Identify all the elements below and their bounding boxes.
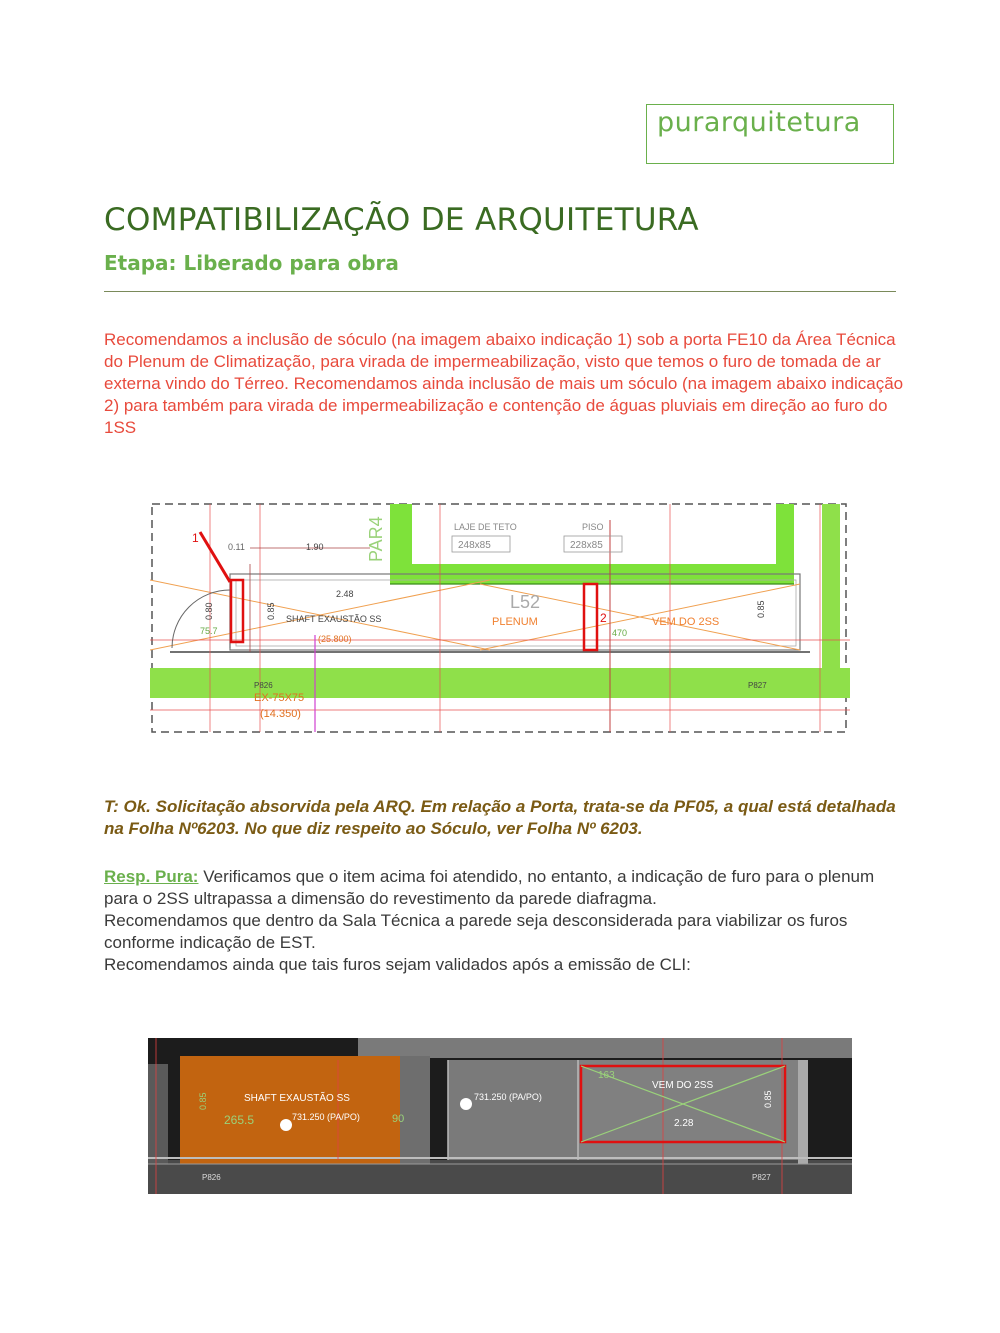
- tag-p826: P826: [254, 681, 273, 690]
- tag-p827: P827: [748, 681, 767, 690]
- fig2-level-1: 731.250 (PA/PO): [292, 1112, 360, 1122]
- resp-pura-line3: Recomendamos ainda que tais furos sejam validados após a emissão de CLI:: [104, 955, 691, 974]
- vem-do-2ss-label: VEM DO 2SS: [652, 616, 720, 628]
- par4-label: PAR4: [366, 516, 386, 562]
- fig2-dim-085: 0.85: [198, 1092, 208, 1110]
- dim-470: 470: [612, 628, 628, 638]
- resp-pura-line1: Verificamos que o item acima foi atendido, no entanto, a indicação de furo para o plenum para o 2SS ultrapassa a dimensão do revestimento da parede diafragma.: [104, 867, 875, 908]
- dim-080: 0.80: [204, 602, 214, 620]
- floor-plan-figure-1: [150, 500, 850, 735]
- resp-pura-label: Resp. Pura:: [104, 867, 199, 886]
- fig2-dim-228: 2.28: [674, 1118, 694, 1129]
- dim-085-right: 0.85: [756, 600, 766, 618]
- page-title: COMPATIBILIZAÇÃO DE ARQUITETURA: [104, 202, 699, 238]
- fig2-dim-163: 163: [598, 1070, 615, 1081]
- page-subtitle: Etapa: Liberado para obra: [104, 251, 399, 275]
- marker-2: 2: [600, 611, 607, 625]
- fig2-dim-2655: 265.5: [224, 1113, 255, 1127]
- response-pura-text: [104, 866, 904, 976]
- response-t-text: T: Ok. Solicitação absorvida pela ARQ. Em relação a Porta, trata-se da PF05, a qual está detalhada na Folha Nº6203. No que diz respeito ao Sóculo, ver Folha Nº 6203.: [104, 797, 896, 838]
- dim-011: 0.11: [228, 542, 245, 552]
- laje-label: LAJE DE TETO: [454, 522, 517, 532]
- fig2-shaft-label: SHAFT EXAUSTÃO SS: [244, 1093, 350, 1104]
- dim-085-left: 0.85: [266, 602, 276, 620]
- fig2-tag-p827: P827: [752, 1173, 771, 1182]
- company-logo: purarquitetura: [646, 104, 894, 164]
- piso-value: 228x85: [570, 540, 603, 551]
- floor-plan-figure-2: [148, 1038, 852, 1194]
- shaft-level: (25.800): [318, 634, 352, 644]
- piso-label: PISO: [582, 522, 604, 532]
- resp-pura-line2: Recomendamos que dentro da Sala Técnica a parede seja desconsiderada para viabilizar os furos conforme indicação de EST.: [104, 911, 848, 952]
- ex-duct-level: (14.350): [260, 708, 301, 720]
- fig2-dim-90: 90: [392, 1113, 405, 1125]
- room-code: L52: [510, 592, 541, 612]
- marker-1: 1: [192, 531, 199, 545]
- laje-value: 248x85: [458, 540, 491, 551]
- dim-757: 75.7: [200, 626, 218, 636]
- fig2-tag-p826: P826: [202, 1173, 221, 1182]
- ex-duct-label: EX-75X75: [254, 692, 305, 704]
- fig2-vem-do-2ss: VEM DO 2SS: [652, 1080, 714, 1091]
- title-divider: [104, 291, 896, 292]
- dim-190: 1.90: [306, 542, 324, 552]
- fig2-level-2: 731.250 (PA/PO): [474, 1092, 542, 1102]
- dim-248: 2.48: [336, 589, 354, 599]
- plenum-label: PLENUM: [492, 616, 538, 628]
- shaft-label: SHAFT EXAUSTÃO SS: [286, 614, 382, 624]
- recommendation-text: Recomendamos a inclusão de sóculo (na imagem abaixo indicação 1) sob a porta FE10 da Área Técnica do Plenum de Climatização, para virada de impermeabilização, visto que temos o furo de tomada de ar externa vindo do Térreo. Recomendamos ainda inclusão de mais um sóculo (na imagem abaixo indicação 2) para também para virada de impermeabilização e contenção de águas pluviais em direção ao furo do 1SS: [104, 330, 904, 437]
- fig2-dim-085-right: 0.85: [763, 1090, 773, 1108]
